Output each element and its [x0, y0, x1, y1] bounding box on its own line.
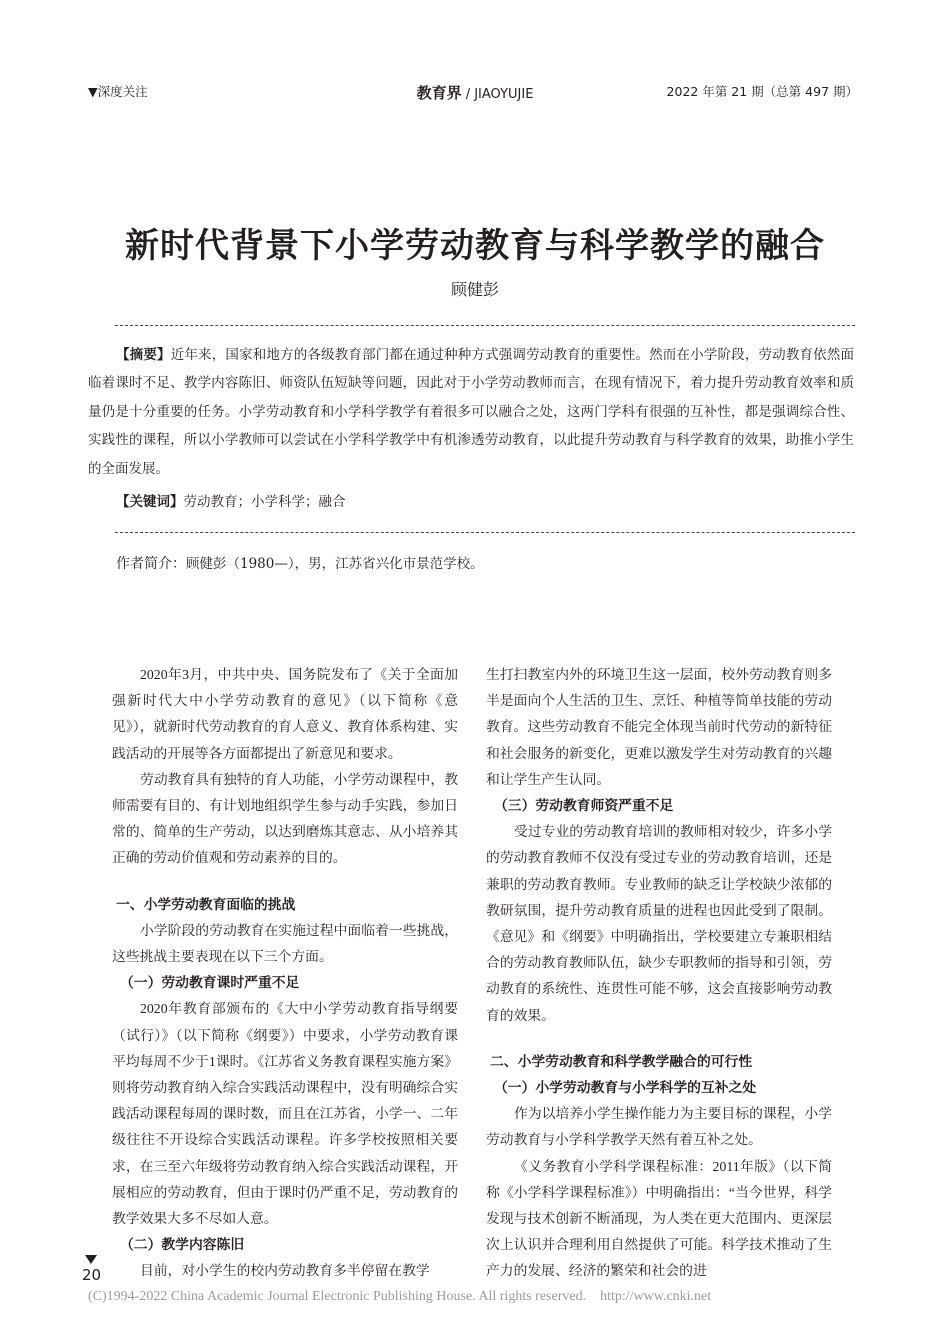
keywords: [116, 488, 346, 516]
paragraph: 《义务教育小学科学课程标准：2011年版》（以下简称《小学科学课程标准》）中明确指出：“当今世界，科学发现与技术创新不断涌现，为人类在更大范围内、更深层次上认识并合理利用自然提供了可能。科学技术推动了生产力的发展、经济的繁荣和社会的进: [486, 1158, 832, 1279]
copyright-footer: (C)1994-2022 China Academic Journal Electronic Publishing House. All rights reserved. http://www.cnki.net: [88, 1289, 712, 1304]
spacer: [486, 1029, 832, 1049]
abstract-label: 【摘要】: [116, 347, 171, 363]
body-column-right: [486, 662, 832, 1285]
author-note-text: 顾健彭（1980—），男，江苏省兴化市景范学校。: [186, 556, 484, 572]
magazine-name-en: / JIAOYUJIE: [461, 87, 534, 102]
section-label: ▼深度关注: [88, 84, 148, 99]
article-title: 新时代背景下小学劳动教育与科学教学的融合: [125, 226, 825, 266]
abstract: [88, 341, 854, 483]
magazine-name-cn: 教育界: [416, 84, 462, 102]
paragraph: 受过专业的劳动教育培训的教师相对较少，许多小学的劳动教育教师不仅没有受过专业的劳动教育培训，还是兼职的劳动教育教师。专业教师的缺乏让学校缺少浓郁的教研氛围，提升劳动教育质量的进程也因此受到了限制。《意见》和《纲要》中明确指出，学校要建立专兼职相结合的劳动教育教师队伍，缺少专职教师的指导和引领，劳动教育的系统性、连贯性可能不够，这会直接影响劳动教育的效果。: [486, 824, 832, 1023]
body-column-left: [112, 662, 458, 1285]
section-heading: 一、小学劳动教育面临的挑战: [116, 896, 296, 913]
page-number: 20: [82, 1266, 102, 1284]
article-author: 顾健彭: [450, 280, 499, 299]
paragraph: 2020年3月，中共中央、国务院发布了《关于全面加强新时代大中小学劳动教育的意见》（以下简称《意见》），就新时代劳动教育的育人意义、教育体系构建、实践活动的开展等各方面都提出了新意见和要求。: [112, 667, 458, 761]
author-note-label: 作者简介：: [116, 556, 186, 572]
author-note: [116, 550, 484, 578]
keywords-label: 【关键词】: [116, 494, 184, 510]
divider-top: [115, 325, 855, 326]
page-marker-icon: [85, 1255, 97, 1264]
issue-info: 2022 年第 21 期（总第 497 期）: [666, 84, 858, 99]
subsection-heading: （一）小学劳动教育与小学科学的互补之处: [494, 1080, 757, 1097]
paragraph: 2020年教育部颁布的《大中小学劳动教育指导纲要（试行）》（以下简称《纲要》）中要求，小学劳动教育课平均每周不少于1课时。《江苏省义务教育课程实施方案》则将劳动教育纳入综合实践活动课程中，没有明确综合实践活动课程每周的课时数，而且在江苏省，小学一、二年级往往不开设综合实践活动课程。许多学校按照相关要求，在三至六年级将劳动教育纳入综合实践活动课程，开展相应的劳动教育，但由于课时仍严重不足，劳动教育的教学效果大多不尽如人意。: [112, 1001, 458, 1227]
paragraph: 小学阶段的劳动教育在实施过程中面临着一些挑战，这些挑战主要表现在以下三个方面。: [112, 922, 458, 965]
paragraph: 生打扫教室内外的环境卫生这一层面，校外劳动教育则多半是面向个人生活的卫生、烹饪、种植等简单技能的劳动教育。这些劳动教育不能完全体现当前时代劳动的新特征和社会服务的新变化，更难以激发学生对劳动教育的兴趣和让学生产生认同。: [486, 667, 832, 787]
abstract-text: 近年来，国家和地方的各级教育部门都在通过种种方式强调劳动教育的重要性。然而在小学阶段，劳动教育依然面临着课时不足、教学内容陈旧、师资队伍短缺等问题，因此对于小学劳动教师而言，在现有情况下，着力提升劳动教育效率和质量仍是十分重要的任务。小学劳动教育和小学科学教学有着很多可以融合之处，这两门学科有很强的互补性，都是强调综合性、实践性的课程，所以小学教师可以尝试在小学科学教学中有机渗透劳动教育，以此提升劳动教育与科学教育的效果，助推小学生的全面发展。: [88, 347, 855, 477]
subsection-heading: （二）教学内容陈旧: [120, 1237, 245, 1254]
divider-bottom: [115, 532, 855, 533]
section-heading: 二、小学劳动教育和科学教学融合的可行性: [490, 1053, 753, 1070]
paragraph: 目前，对小学生的校内劳动教育多半停留在教学: [140, 1263, 430, 1279]
keywords-text: 劳动教育；小学科学；融合: [183, 494, 346, 510]
subsection-heading: （三）劳动教育师资严重不足: [494, 798, 674, 815]
paragraph: 劳动教育具有独特的育人功能，小学劳动课程中，教师需要有目的、有计划地组织学生参与动手实践，参加日常的、简单的生产劳动，以达到磨炼其意志、从小培养其正确的劳动价值观和劳动素养的目的。: [112, 771, 458, 866]
subsection-heading: （一）劳动教育课时严重不足: [120, 975, 300, 992]
paragraph: 作为以培养小学生操作能力为主要目标的课程，小学劳动教育与小学科学教学天然有着互补之处。: [486, 1106, 832, 1148]
spacer: [112, 872, 458, 892]
